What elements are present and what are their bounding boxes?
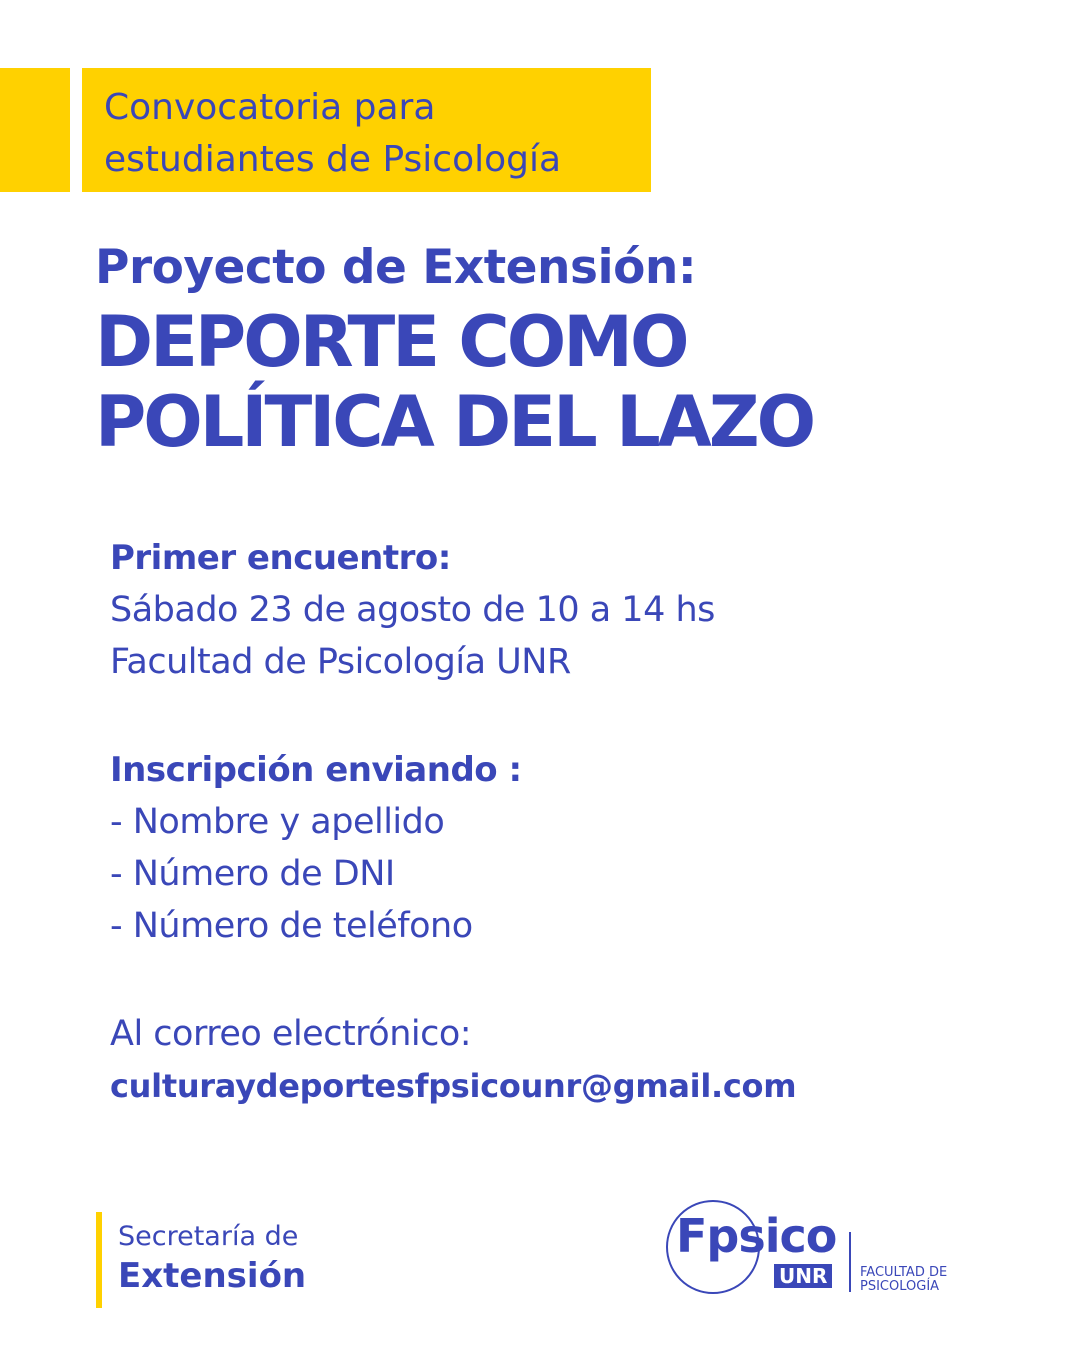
meeting-date: Sábado 23 de agosto de 10 a 14 hs xyxy=(110,590,715,630)
contact-label: Al correo electrónico: xyxy=(110,1014,472,1054)
logo-unr-badge: UNR xyxy=(774,1264,832,1288)
list-item: - Nombre y apellido xyxy=(110,802,445,842)
banner-line-1: Convocatoria para xyxy=(104,87,436,128)
logo-faculty-text xyxy=(860,1266,947,1294)
title-line-2: POLÍTICA DEL LAZO xyxy=(95,381,814,463)
list-item: - Número de DNI xyxy=(110,854,395,894)
first-meeting-heading: Primer encuentro: xyxy=(110,538,451,578)
meeting-place: Facultad de Psicología UNR xyxy=(110,642,571,682)
contact-section xyxy=(110,1008,1050,1112)
yellow-accent-strip xyxy=(0,68,70,192)
footer-small-text: Secretaría de xyxy=(118,1221,299,1252)
registration-section xyxy=(110,744,1050,952)
contact-email: culturaydeportesfpsicounr@gmail.com xyxy=(110,1067,797,1105)
banner-line-2: estudiantes de Psicología xyxy=(104,139,562,180)
first-meeting-section xyxy=(110,532,1050,688)
footer-big-text: Extensión xyxy=(118,1256,307,1296)
list-item: - Número de teléfono xyxy=(110,906,473,946)
logo-divider xyxy=(849,1232,851,1292)
project-label: Proyecto de Extensión: xyxy=(95,240,697,295)
logo-word: Fpsico xyxy=(676,1209,837,1263)
registration-heading: Inscripción enviando : xyxy=(110,750,522,790)
logo-faculty-line-2: PSICOLOGÍA xyxy=(860,1279,940,1294)
logo-faculty-line-1: FACULTAD DE xyxy=(860,1265,948,1280)
title-line-1: DEPORTE COMO xyxy=(95,301,687,383)
fpsico-logo xyxy=(666,1200,976,1300)
project-title xyxy=(95,302,1055,462)
secretaria-extension xyxy=(118,1218,306,1296)
call-banner xyxy=(82,68,651,192)
footer-accent-bar xyxy=(96,1212,102,1308)
